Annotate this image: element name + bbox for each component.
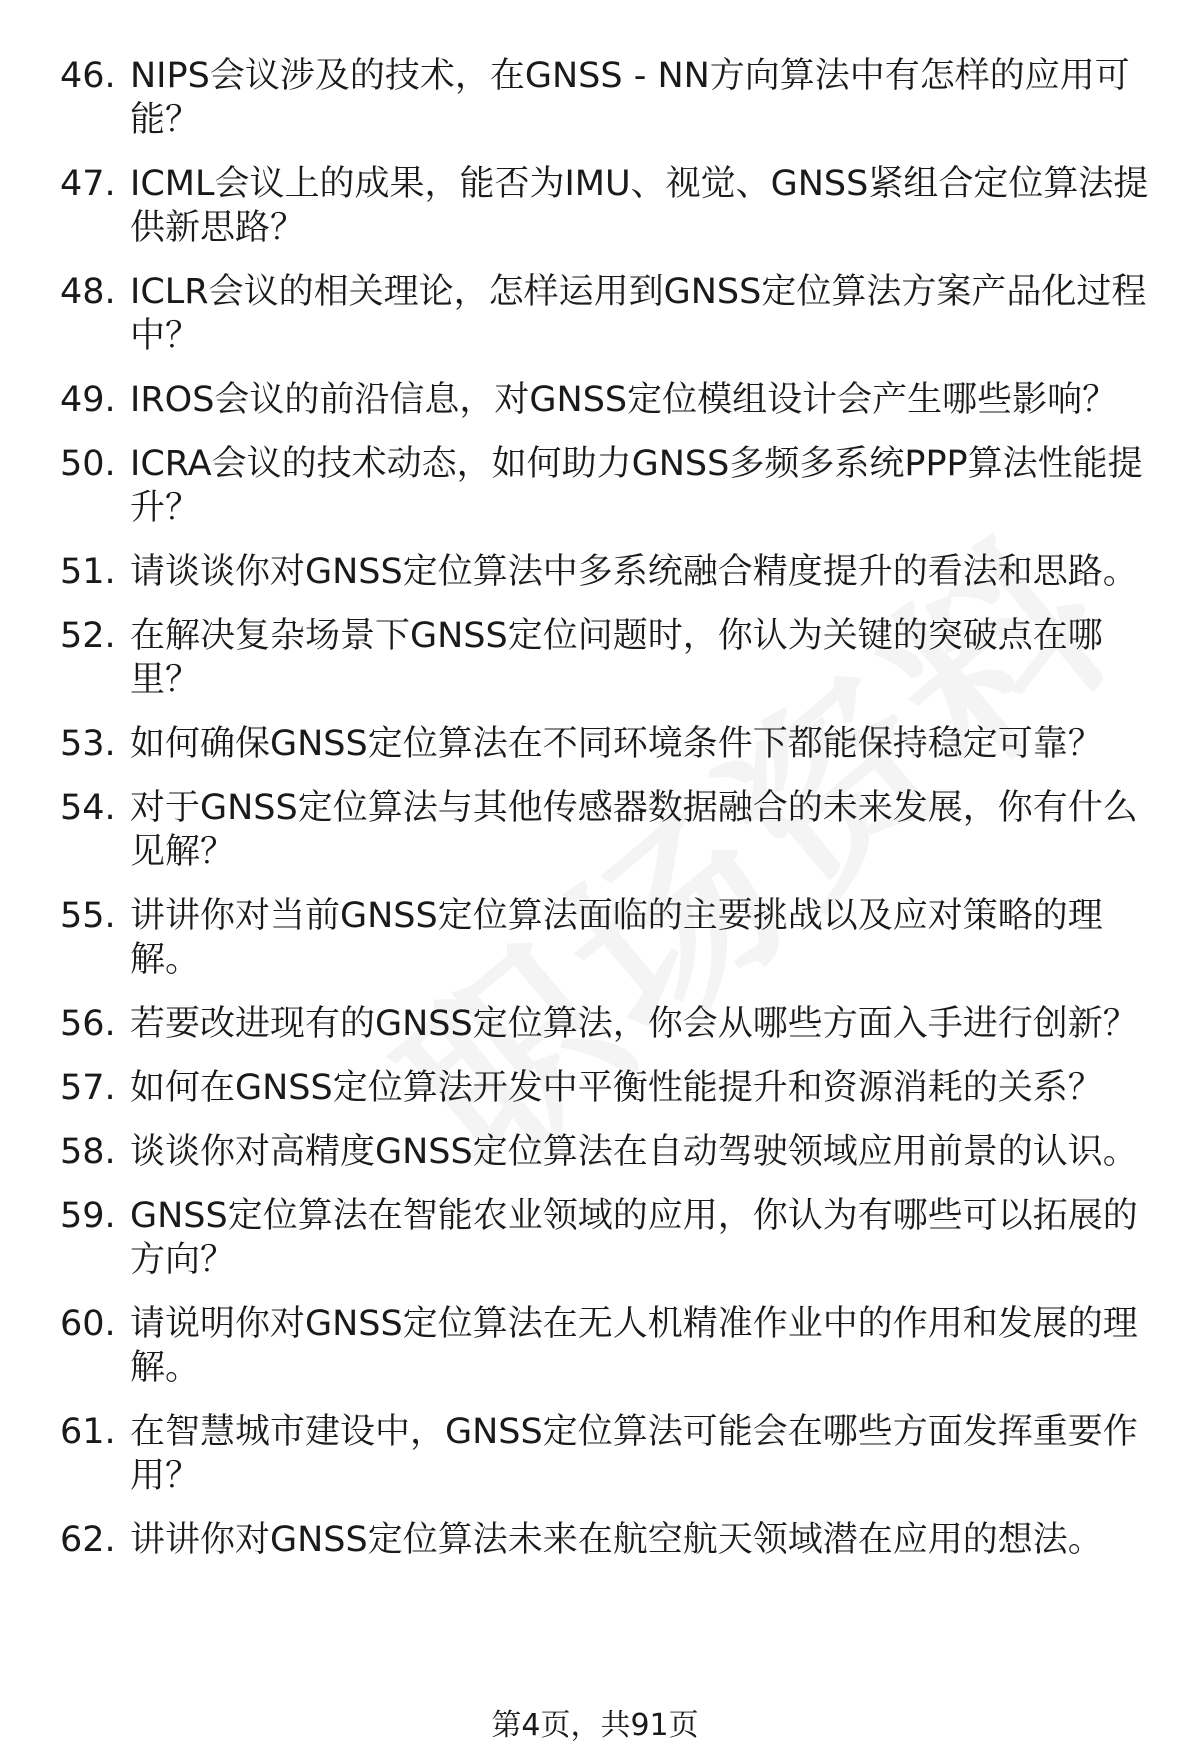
- question-number: 59.: [60, 1196, 116, 1236]
- question-text: 谈谈你对高精度GNSS定位算法在自动驾驶领域应用前景的认识。: [130, 1132, 1138, 1172]
- list-item: [0, 270, 1190, 358]
- list-item: [0, 894, 1190, 982]
- question-number: 60.: [60, 1304, 116, 1344]
- question-text: 对于GNSS定位算法与其他传感器数据融合的未来发展，你有什么见解？: [130, 788, 1138, 872]
- list-item: [0, 378, 1190, 422]
- question-text: 若要改进现有的GNSS定位算法，你会从哪些方面入手进行创新？: [130, 1004, 1138, 1044]
- question-text: 如何在GNSS定位算法开发中平衡性能提升和资源消耗的关系？: [130, 1068, 1103, 1108]
- question-number: 46.: [60, 56, 116, 96]
- list-item: [0, 54, 1190, 142]
- list-item: [0, 442, 1190, 530]
- list-item: [0, 550, 1190, 594]
- question-text: 请说明你对GNSS定位算法在无人机精准作业中的作用和发展的理解。: [130, 1304, 1138, 1388]
- question-text: ICRA会议的技术动态，如何助力GNSS多频多系统PPP算法性能提升？: [130, 444, 1143, 528]
- question-number: 51.: [60, 552, 116, 592]
- question-number: 57.: [60, 1068, 116, 1108]
- question-text: 请谈谈你对GNSS定位算法中多系统融合精度提升的看法和思路。: [130, 552, 1138, 592]
- question-text: 在智慧城市建设中，GNSS定位算法可能会在哪些方面发挥重要作用？: [130, 1412, 1138, 1496]
- question-list: [0, 54, 1190, 1582]
- question-number: 49.: [60, 380, 116, 420]
- question-number: 50.: [60, 444, 116, 484]
- list-item: [0, 614, 1190, 702]
- question-text: GNSS定位算法在智能农业领域的应用，你认为有哪些可以拓展的方向？: [130, 1196, 1138, 1280]
- list-item: [0, 1410, 1190, 1498]
- question-number: 61.: [60, 1412, 116, 1452]
- question-number: 56.: [60, 1004, 116, 1044]
- page-footer: 第4页，共91页: [491, 1708, 699, 1743]
- list-item: [0, 1194, 1190, 1282]
- question-text: 讲讲你对GNSS定位算法未来在航空航天领域潜在应用的想法。: [130, 1520, 1103, 1560]
- question-number: 54.: [60, 788, 116, 828]
- list-item: [0, 1066, 1190, 1110]
- question-number: 48.: [60, 272, 116, 312]
- question-text: 如何确保GNSS定位算法在不同环境条件下都能保持稳定可靠？: [130, 724, 1103, 764]
- list-item: [0, 1302, 1190, 1390]
- question-number: 52.: [60, 616, 116, 656]
- list-item: [0, 1518, 1190, 1562]
- list-item: [0, 1130, 1190, 1174]
- question-text: 在解决复杂场景下GNSS定位问题时，你认为关键的突破点在哪里？: [130, 616, 1103, 700]
- question-number: 47.: [60, 164, 116, 204]
- question-number: 55.: [60, 896, 116, 936]
- question-text: 讲讲你对当前GNSS定位算法面临的主要挑战以及应对策略的理解。: [130, 896, 1103, 980]
- question-number: 62.: [60, 1520, 116, 1560]
- question-text: IROS会议的前沿信息，对GNSS定位模组设计会产生哪些影响？: [130, 380, 1118, 420]
- question-number: 53.: [60, 724, 116, 764]
- question-text: ICLR会议的相关理论，怎样运用到GNSS定位算法方案产品化过程中？: [130, 272, 1147, 356]
- question-text: NIPS会议涉及的技术，在GNSS - NN方向算法中有怎样的应用可能？: [130, 56, 1130, 140]
- list-item: [0, 786, 1190, 874]
- list-item: [0, 1002, 1190, 1046]
- question-text: ICML会议上的成果，能否为IMU、视觉、GNSS紧组合定位算法提供新思路？: [130, 164, 1149, 248]
- list-item: [0, 722, 1190, 766]
- question-number: 58.: [60, 1132, 116, 1172]
- list-item: [0, 162, 1190, 250]
